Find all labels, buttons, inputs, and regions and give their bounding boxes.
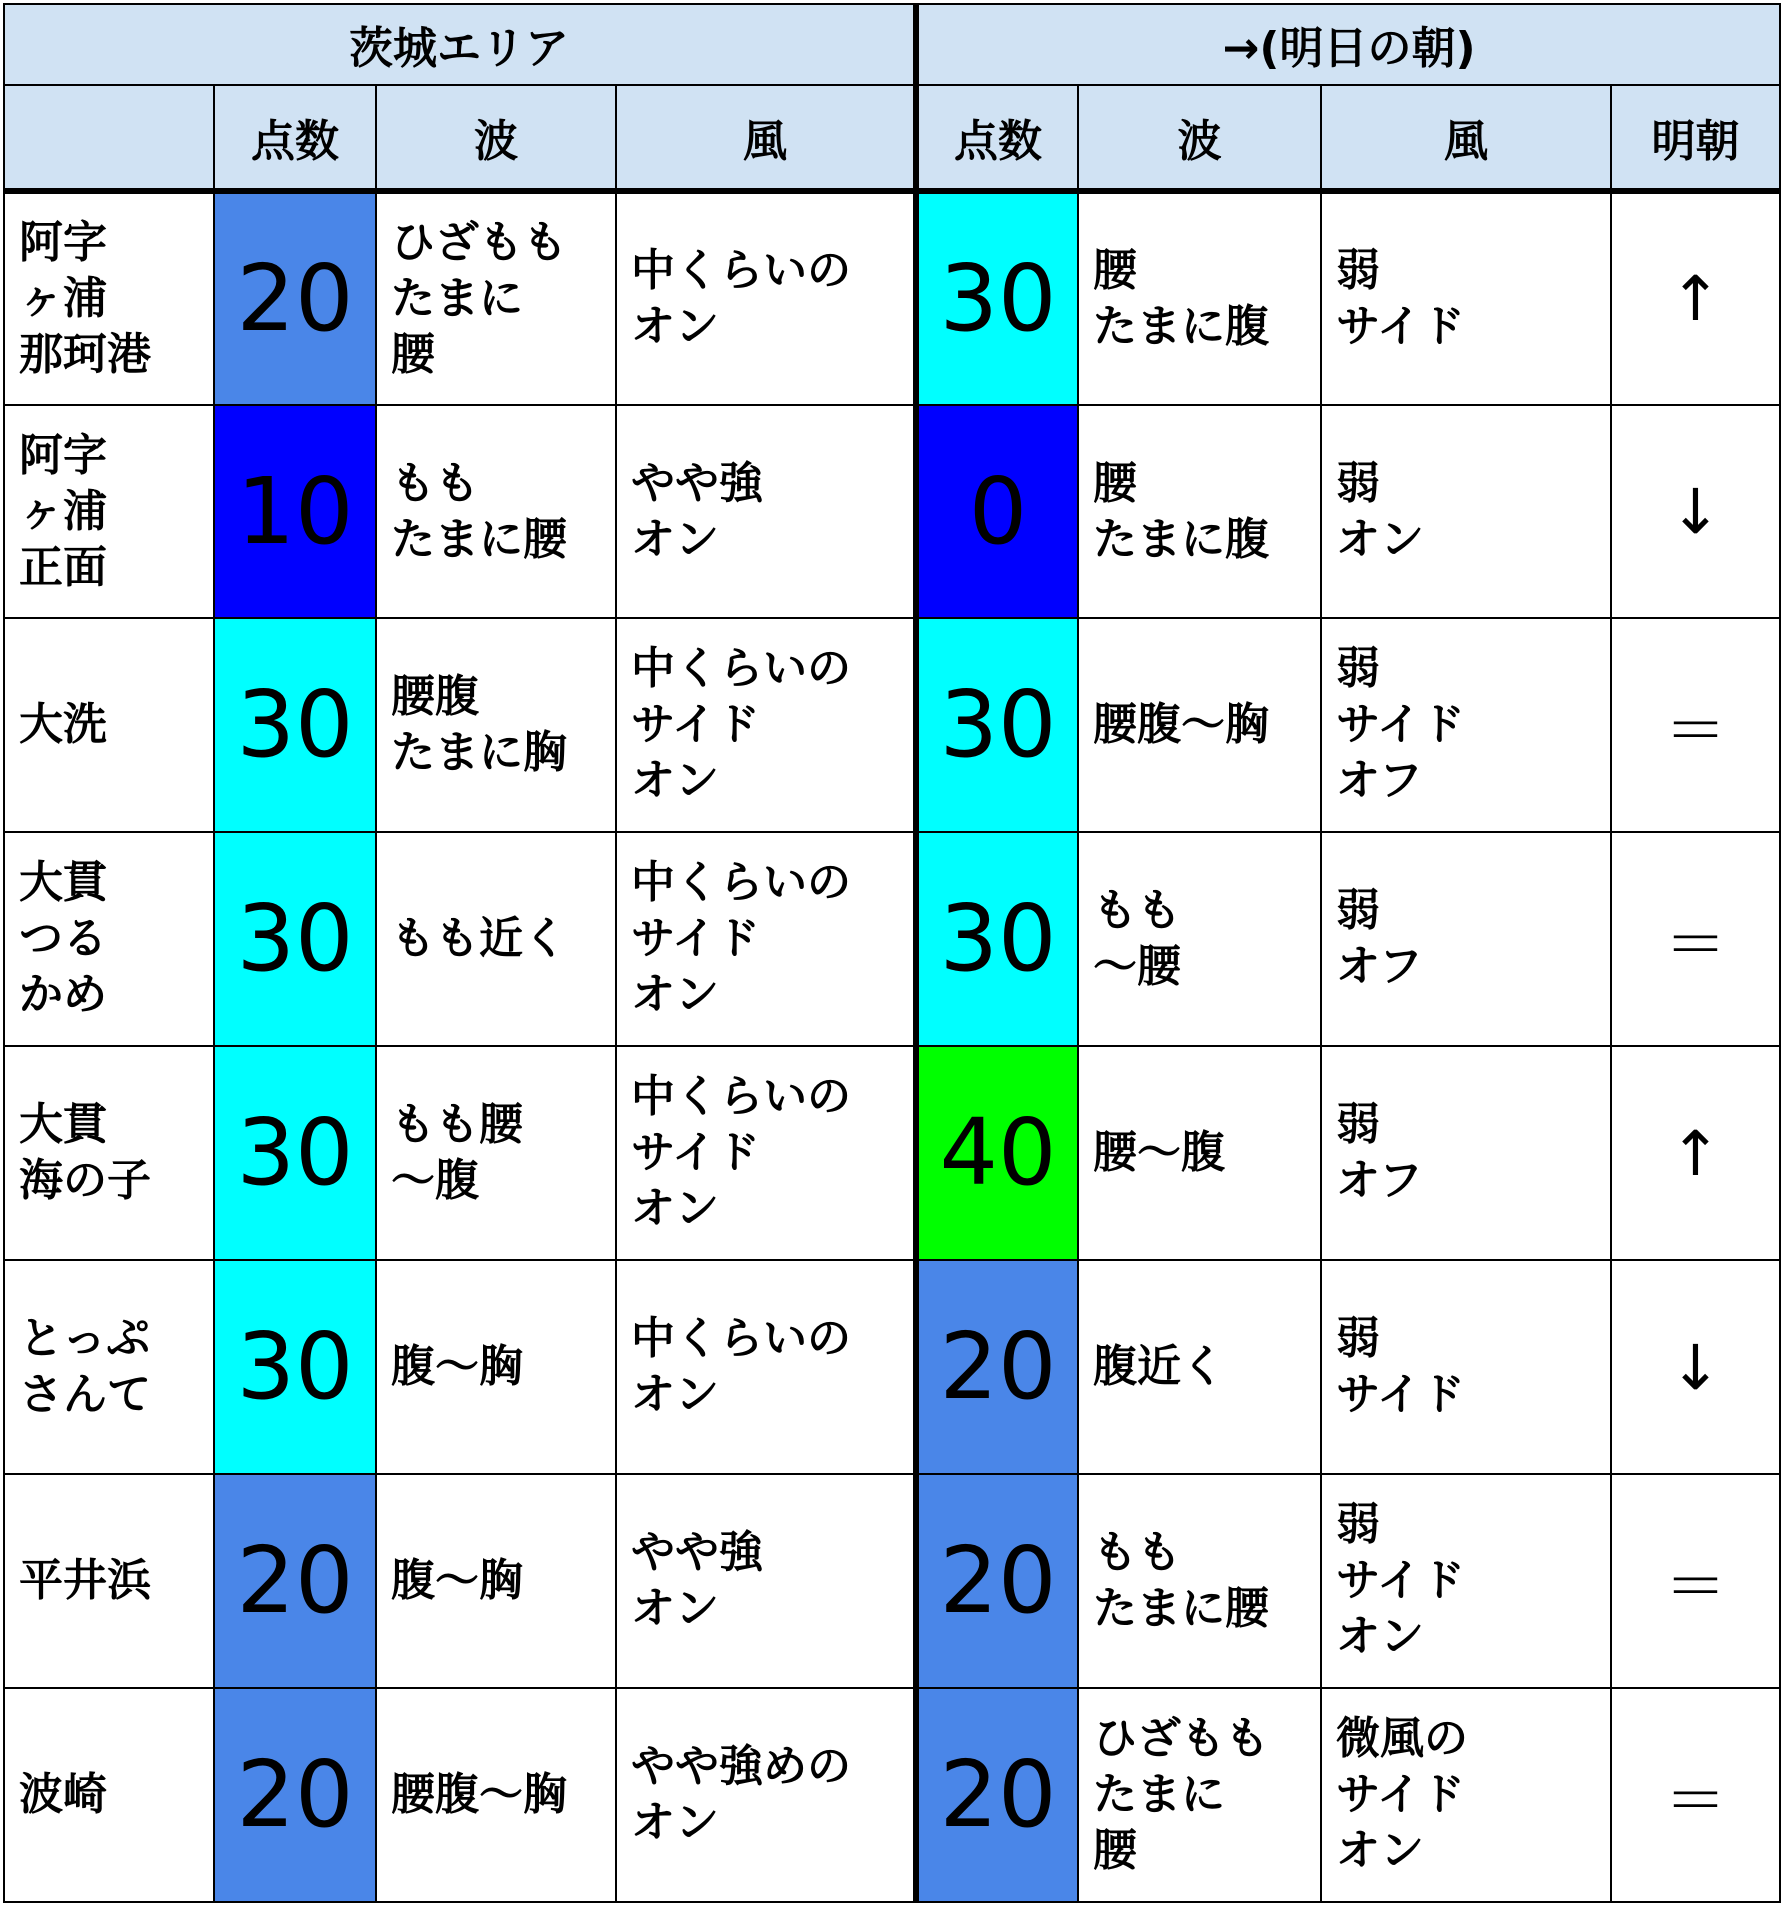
- today-area-title: 茨城エリア: [4, 4, 916, 85]
- tomorrow-wave-cell: もも たまに腰: [1078, 1474, 1321, 1688]
- tomorrow-wind-cell: 微風の サイド オン: [1321, 1688, 1611, 1902]
- tomorrow-score-column-header: 点数: [916, 85, 1078, 191]
- tomorrow-wind-cell: 弱 サイド オフ: [1321, 618, 1611, 832]
- table-row: [4, 1046, 1780, 1260]
- tomorrow-score-cell: 30: [916, 191, 1078, 405]
- header-row-area: [4, 4, 1780, 85]
- location-cell: 阿字 ヶ浦 那珂港: [4, 191, 214, 405]
- tomorrow-wave-cell: 腰 たまに腹: [1078, 405, 1321, 619]
- wind-cell: 中くらいの サイド オン: [616, 618, 916, 832]
- wind-cell: 中くらいの サイド オン: [616, 1046, 916, 1260]
- tomorrow-score-cell: 40: [916, 1046, 1078, 1260]
- table-row: [4, 1260, 1780, 1474]
- table-row: [4, 1688, 1780, 1902]
- trend-cell: ↑: [1611, 1046, 1780, 1260]
- table-row: [4, 405, 1780, 619]
- tomorrow-wave-cell: 腰～腹: [1078, 1046, 1321, 1260]
- trend-cell: ＝: [1611, 618, 1780, 832]
- wave-cell: もも腰 ～腹: [376, 1046, 616, 1260]
- score-cell: 30: [214, 1260, 376, 1474]
- tomorrow-wave-cell: 腹近く: [1078, 1260, 1321, 1474]
- tomorrow-wave-cell: ひざもも たまに 腰: [1078, 1688, 1321, 1902]
- wind-cell: やや強 オン: [616, 405, 916, 619]
- surf-forecast-table: [3, 3, 1781, 1903]
- score-column-header: 点数: [214, 85, 376, 191]
- wave-cell: もも たまに腰: [376, 405, 616, 619]
- trend-cell: ↓: [1611, 1260, 1780, 1474]
- header-row-columns: [4, 85, 1780, 191]
- table-row: [4, 832, 1780, 1046]
- score-cell: 10: [214, 405, 376, 619]
- trend-cell: ↓: [1611, 405, 1780, 619]
- tomorrow-wave-cell: 腰腹～胸: [1078, 618, 1321, 832]
- tomorrow-score-cell: 0: [916, 405, 1078, 619]
- wind-column-header: 風: [616, 85, 916, 191]
- wave-cell: 腰腹 たまに胸: [376, 618, 616, 832]
- wind-cell: 中くらいの サイド オン: [616, 832, 916, 1046]
- location-cell: 波崎: [4, 1688, 214, 1902]
- tomorrow-wave-column-header: 波: [1078, 85, 1321, 191]
- score-cell: 30: [214, 1046, 376, 1260]
- wave-cell: 腹～胸: [376, 1260, 616, 1474]
- tomorrow-wave-cell: もも ～腰: [1078, 832, 1321, 1046]
- location-cell: 大貫 つる かめ: [4, 832, 214, 1046]
- tomorrow-wind-cell: 弱 オン: [1321, 405, 1611, 619]
- tomorrow-score-cell: 20: [916, 1260, 1078, 1474]
- tomorrow-area-title: →(明日の朝): [916, 4, 1780, 85]
- wave-column-header: 波: [376, 85, 616, 191]
- score-cell: 30: [214, 618, 376, 832]
- score-cell: 20: [214, 1688, 376, 1902]
- wave-cell: ひざもも たまに 腰: [376, 191, 616, 405]
- table-row: [4, 1474, 1780, 1688]
- location-cell: 大貫 海の子: [4, 1046, 214, 1260]
- score-cell: 20: [214, 1474, 376, 1688]
- score-cell: 20: [214, 191, 376, 405]
- tomorrow-wave-cell: 腰 たまに腹: [1078, 191, 1321, 405]
- tomorrow-wind-cell: 弱 サイド: [1321, 191, 1611, 405]
- wind-cell: 中くらいの オン: [616, 1260, 916, 1474]
- tomorrow-score-cell: 20: [916, 1474, 1078, 1688]
- location-cell: 阿字 ヶ浦 正面: [4, 405, 214, 619]
- tomorrow-wind-cell: 弱 オフ: [1321, 832, 1611, 1046]
- tomorrow-wind-cell: 弱 サイド: [1321, 1260, 1611, 1474]
- wave-cell: もも近く: [376, 832, 616, 1046]
- tomorrow-score-cell: 20: [916, 1688, 1078, 1902]
- wave-cell: 腰腹～胸: [376, 1688, 616, 1902]
- location-cell: 大洗: [4, 618, 214, 832]
- trend-cell: ↑: [1611, 191, 1780, 405]
- wave-cell: 腹～胸: [376, 1474, 616, 1688]
- forecast-table-body: [4, 4, 1780, 1902]
- tomorrow-wind-cell: 弱 オフ: [1321, 1046, 1611, 1260]
- location-cell: とっぷ さんて: [4, 1260, 214, 1474]
- wind-cell: やや強めの オン: [616, 1688, 916, 1902]
- trend-cell: ＝: [1611, 832, 1780, 1046]
- score-cell: 30: [214, 832, 376, 1046]
- tomorrow-wind-column-header: 風: [1321, 85, 1611, 191]
- location-cell: 平井浜: [4, 1474, 214, 1688]
- trend-column-header: 明朝: [1611, 85, 1780, 191]
- wind-cell: やや強 オン: [616, 1474, 916, 1688]
- tomorrow-score-cell: 30: [916, 618, 1078, 832]
- wind-cell: 中くらいの オン: [616, 191, 916, 405]
- trend-cell: ＝: [1611, 1474, 1780, 1688]
- location-column-header: [4, 85, 214, 191]
- tomorrow-wind-cell: 弱 サイド オン: [1321, 1474, 1611, 1688]
- trend-cell: ＝: [1611, 1688, 1780, 1902]
- tomorrow-score-cell: 30: [916, 832, 1078, 1046]
- table-row: [4, 618, 1780, 832]
- table-row: [4, 191, 1780, 405]
